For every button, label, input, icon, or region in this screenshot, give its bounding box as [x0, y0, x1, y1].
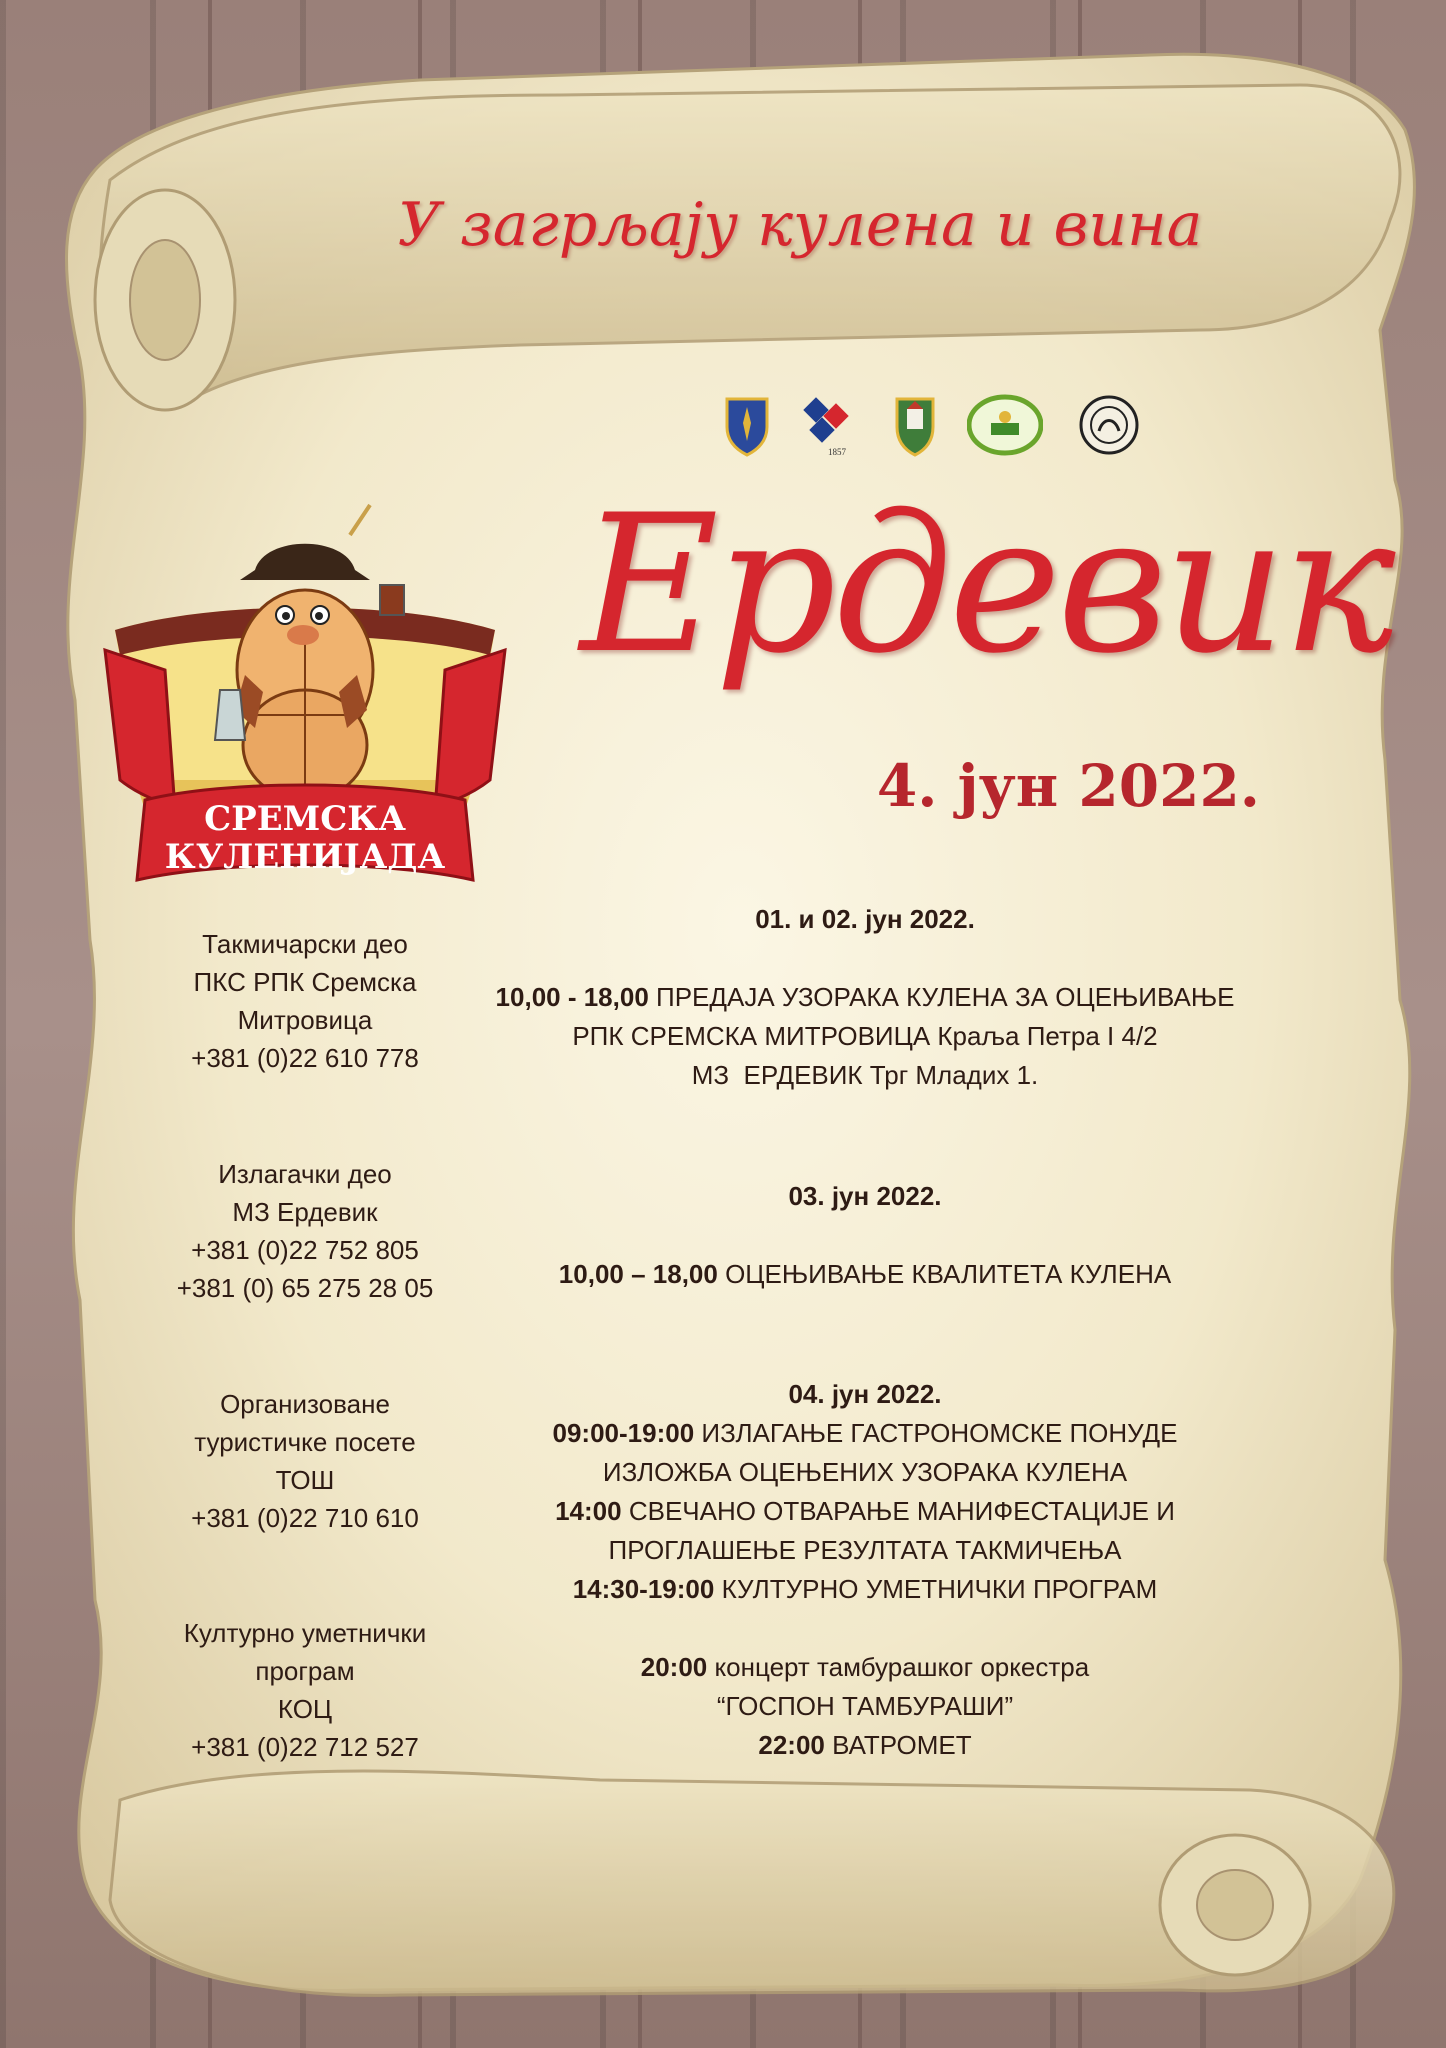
- green-emblem-icon: [967, 393, 1043, 457]
- schedule-time: 09:00-19:00: [552, 1418, 695, 1448]
- chamber-logo-icon: [797, 393, 861, 457]
- schedule-heading: 03. јун 2022.: [788, 1181, 942, 1211]
- contact-phone: +381 (0)22 710 610: [191, 1503, 419, 1533]
- schedule-text: РПК СРЕМСКА МИТРОВИЦА Краља Петра I 4/2: [572, 1021, 1158, 1051]
- contact-tourism: [130, 1385, 480, 1537]
- badge-line-2: КУЛЕНИЈАДА: [164, 837, 446, 877]
- contact-competition: [130, 925, 480, 1077]
- round-seal-icon: [1077, 393, 1141, 457]
- schedule-day-3: [440, 1375, 1290, 1765]
- schedule-time: 20:00: [640, 1652, 708, 1682]
- schedule-day-1: [440, 900, 1290, 1095]
- schedule-item: [440, 1570, 1290, 1609]
- contact-line: програм: [255, 1656, 355, 1686]
- schedule-text: ПРОГЛАШЕЊЕ РЕЗУЛТАТА ТАКМИЧЕЊА: [608, 1535, 1122, 1565]
- contact-line: КОЦ: [277, 1694, 333, 1724]
- contact-line: ПКС РПК Сремска: [193, 967, 417, 997]
- schedule-time: 14:00: [555, 1496, 622, 1526]
- schedule-text: ВАТРОМЕТ: [832, 1730, 972, 1760]
- schedule-text: СВЕЧАНО ОТВАРАЊЕ МАНИФЕСТАЦИЈЕ И: [628, 1496, 1175, 1526]
- contact-line: ТОШ: [275, 1465, 335, 1495]
- sponsor-logos: [705, 393, 1185, 463]
- schedule-item: [440, 1726, 1290, 1765]
- contact-culture: [130, 1614, 480, 1766]
- schedule-time: 10,00 – 18,00: [558, 1259, 718, 1289]
- schedule-heading: 01. и 02. јун 2022.: [755, 904, 975, 934]
- contact-line: Културно уметнички: [183, 1618, 427, 1648]
- badge-line-1: СРЕМСКА: [204, 799, 406, 839]
- schedule-time: 22:00: [758, 1730, 825, 1760]
- municipal-crest-icon: [883, 393, 947, 457]
- schedule-item: [440, 1255, 1290, 1294]
- schedule-item: [440, 1492, 1290, 1531]
- schedule-item: [440, 1648, 1290, 1687]
- contact-phone: +381 (0)22 610 778: [191, 1043, 419, 1073]
- schedule-day-2: [440, 1177, 1290, 1294]
- schedule-item: [440, 978, 1290, 1017]
- schedule-text: концерт тамбурашког оркестра: [714, 1652, 1090, 1682]
- schedule-heading: 04. јун 2022.: [788, 1379, 942, 1409]
- contact-phone: +381 (0)22 752 805: [191, 1235, 419, 1265]
- schedule-text: КУЛТУРНО УМЕТНИЧКИ ПРОГРАМ: [721, 1574, 1158, 1604]
- contact-line: Митровица: [237, 1005, 373, 1035]
- contact-line: МЗ Ердевик: [232, 1197, 378, 1227]
- schedule-text: ИЗЛАГАЊЕ ГАСТРОНОМСКЕ ПОНУДЕ: [701, 1418, 1178, 1448]
- schedule-text: ПРЕДАЈА УЗОРАКА КУЛЕНА ЗА ОЦЕЊИВАЊЕ: [656, 982, 1235, 1012]
- schedule-text: ИЗЛОЖБА ОЦЕЊЕНИХ УЗОРАКА КУЛЕНА: [602, 1457, 1128, 1487]
- kulenijada-badge: [95, 480, 515, 920]
- contact-line: Излагачки део: [218, 1159, 392, 1189]
- page-title: Ердевик: [580, 474, 1392, 695]
- contact-phone: +381 (0)22 712 527: [191, 1732, 419, 1762]
- schedule-text: “ГОСПОН ТАМБУРАШИ”: [716, 1691, 1014, 1721]
- event-date: 4. јун 2022.: [876, 752, 1260, 820]
- tagline: У загрљају кулена и вина: [397, 190, 1203, 260]
- contact-line: Такмичарски део: [202, 929, 408, 959]
- contact-line: туристичке посете: [194, 1427, 416, 1457]
- coat-of-arms-icon: [715, 393, 779, 457]
- contact-exhibition: [130, 1155, 480, 1307]
- contact-line: Организоване: [220, 1389, 390, 1419]
- schedule-text: МЗ ЕРДЕВИК Трг Младих 1.: [691, 1060, 1039, 1090]
- schedule-time: 14:30-19:00: [572, 1574, 715, 1604]
- chamber-logo-caption: 1857: [828, 447, 846, 457]
- schedule-time: 10,00 - 18,00: [495, 982, 649, 1012]
- schedule-item: [440, 1414, 1290, 1453]
- contact-phone: +381 (0) 65 275 28 05: [176, 1273, 434, 1303]
- schedule-text: ОЦЕЊИВАЊЕ КВАЛИТЕТА КУЛЕНА: [725, 1259, 1172, 1289]
